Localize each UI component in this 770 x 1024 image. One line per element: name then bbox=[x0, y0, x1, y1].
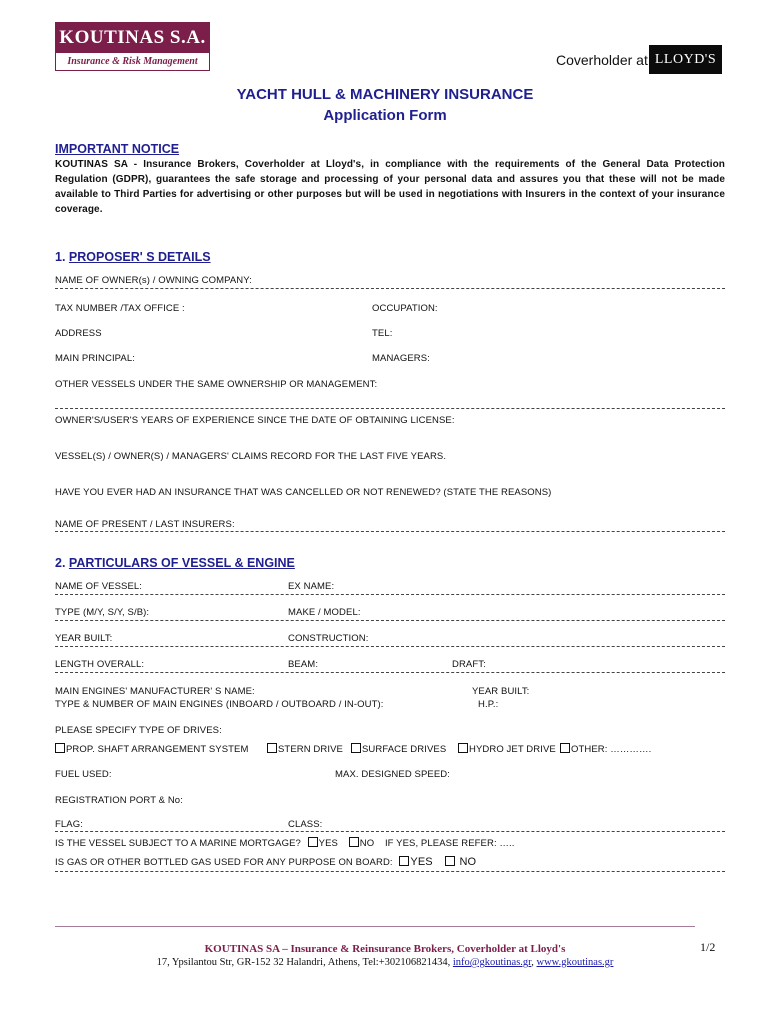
drive-hydro-label: HYDRO JET DRIVE bbox=[469, 744, 556, 755]
flag-label: FLAG: bbox=[55, 819, 83, 830]
gas-no-label: NO bbox=[459, 856, 477, 868]
koutinas-logo bbox=[55, 22, 210, 72]
drive-prop-checkbox[interactable] bbox=[55, 743, 65, 753]
section1-heading bbox=[55, 250, 211, 264]
length-line[interactable] bbox=[55, 672, 725, 673]
ex-name-label: EX NAME: bbox=[288, 581, 335, 592]
year-built-label: YEAR BUILT: bbox=[55, 633, 113, 644]
vessel-name-line[interactable] bbox=[55, 594, 725, 595]
gas-no-checkbox[interactable] bbox=[445, 856, 455, 866]
drive-stern-label: STERN DRIVE bbox=[278, 744, 343, 755]
insurers-line[interactable] bbox=[55, 531, 725, 532]
footer-company: KOUTINAS SA – Insurance & Reinsurance Brokers, Coverholder at Lloyd's bbox=[204, 943, 566, 955]
other-vessels-label: OTHER VESSELS UNDER THE SAME OWNERSHIP OR MANAGEMENT: bbox=[55, 379, 378, 390]
section1-title: PROPOSER' S DETAILS bbox=[68, 250, 211, 264]
other-vessels-line[interactable] bbox=[55, 408, 725, 409]
notice-heading: IMPORTANT NOTICE bbox=[55, 142, 180, 156]
drive-surface-checkbox[interactable] bbox=[351, 743, 361, 753]
drive-stern-option[interactable] bbox=[267, 743, 343, 755]
engine-manufacturer-label: MAIN ENGINES' MANUFACTURER' S NAME: bbox=[55, 686, 255, 697]
logo-tagline: Insurance & Risk Management bbox=[55, 53, 210, 71]
type-line[interactable] bbox=[55, 620, 725, 621]
class-label: CLASS: bbox=[288, 819, 323, 830]
tax-number-label: TAX NUMBER /TAX OFFICE : bbox=[55, 303, 185, 314]
gas-row bbox=[55, 856, 476, 868]
form-subtitle: Application Form bbox=[323, 107, 447, 124]
draft-label: DRAFT: bbox=[452, 659, 486, 670]
hp-label: H.P.: bbox=[478, 699, 499, 710]
drives-prompt: PLEASE SPECIFY TYPE OF DRIVES: bbox=[55, 725, 222, 736]
fuel-used-label: FUEL USED: bbox=[55, 769, 112, 780]
mortgage-row bbox=[55, 837, 515, 849]
gas-question: IS GAS OR OTHER BOTTLED GAS USED FOR ANY PURPOSE ON BOARD: bbox=[55, 857, 393, 868]
drive-other-checkbox[interactable] bbox=[560, 743, 570, 753]
footer-address: 17, Ypsilantou Str, GR-152 32 Halandri, Athens, Tel:+302106821434, bbox=[156, 957, 451, 968]
mortgage-yes-label: YES bbox=[318, 838, 338, 849]
drive-other-label: OTHER: …………. bbox=[571, 744, 652, 755]
drive-other-option[interactable] bbox=[560, 743, 651, 755]
section2-title: PARTICULARS OF VESSEL & ENGINE bbox=[68, 556, 295, 570]
registration-label: REGISTRATION PORT & No: bbox=[55, 795, 183, 806]
main-principal-label: MAIN PRINCIPAL: bbox=[55, 353, 135, 364]
cancelled-insurance-label: HAVE YOU EVER HAD AN INSURANCE THAT WAS CANCELLED OR NOT RENEWED? (STATE THE REASONS) bbox=[55, 487, 552, 498]
make-model-label: MAKE / MODEL: bbox=[288, 607, 361, 618]
owner-name-label: NAME OF OWNER(s) / OWNING COMPANY: bbox=[55, 275, 252, 286]
notice-body: KOUTINAS SA - Insurance Brokers, Coverholder at Lloyd's, in compliance with the requirements of the General Data Protection Regulation (GDPR), guarantees the safe storage and processing of your personal data and assures you that these will not be made available to Third Parties for advertising or other purposes but will be used in negotiations with Insurers in the context of your insurance coverage. bbox=[55, 159, 725, 215]
year-built-line[interactable] bbox=[55, 646, 725, 647]
drive-stern-checkbox[interactable] bbox=[267, 743, 277, 753]
footer-contact bbox=[0, 957, 770, 968]
section1-number: 1. bbox=[55, 250, 66, 264]
occupation-label: OCCUPATION: bbox=[372, 303, 438, 314]
max-speed-label: MAX. DESIGNED SPEED: bbox=[335, 769, 450, 780]
form-title: YACHT HULL & MACHINERY INSURANCE bbox=[236, 86, 534, 103]
tel-label: TEL: bbox=[372, 328, 393, 339]
length-label: LENGTH OVERALL: bbox=[55, 659, 145, 670]
drive-surface-option[interactable] bbox=[351, 743, 446, 755]
experience-label: OWNER'S/USER'S YEARS OF EXPERIENCE SINCE THE DATE OF OBTAINING LICENSE: bbox=[55, 415, 455, 426]
managers-label: MANAGERS: bbox=[372, 353, 430, 364]
address-label: ADDRESS bbox=[55, 328, 102, 339]
drive-hydro-option[interactable] bbox=[458, 743, 556, 755]
page-number: 1/2 bbox=[700, 940, 716, 954]
drive-prop-option[interactable] bbox=[55, 743, 248, 755]
footer-website-link[interactable]: www.gkoutinas.gr bbox=[536, 957, 614, 968]
lloyds-logo: LLOYD'S bbox=[649, 45, 722, 74]
drive-hydro-checkbox[interactable] bbox=[458, 743, 468, 753]
mortgage-question: IS THE VESSEL SUBJECT TO A MARINE MORTGAGE? bbox=[55, 838, 301, 849]
footer-email-link[interactable]: info@gkoutinas.gr bbox=[452, 957, 532, 968]
owner-name-line[interactable] bbox=[55, 288, 725, 289]
drive-surface-label: SURFACE DRIVES bbox=[362, 744, 447, 755]
mortgage-no-label: NO bbox=[359, 838, 375, 849]
engine-year-built-label: YEAR BUILT: bbox=[472, 686, 530, 697]
engine-type-label: TYPE & NUMBER OF MAIN ENGINES (INBOARD / OUTBOARD / IN-OUT): bbox=[55, 699, 384, 710]
footer-divider bbox=[55, 926, 695, 927]
gas-yes-label: YES bbox=[410, 856, 433, 868]
beam-label: BEAM: bbox=[288, 659, 319, 670]
coverholder-text: Coverholder at bbox=[556, 52, 648, 68]
mortgage-yes-checkbox[interactable] bbox=[308, 837, 318, 847]
vessel-name-label: NAME OF VESSEL: bbox=[55, 581, 143, 592]
claims-record-label: VESSEL(S) / OWNER(S) / MANAGERS' CLAIMS RECORD FOR THE LAST FIVE YEARS. bbox=[55, 451, 447, 462]
section2-heading bbox=[55, 556, 295, 570]
gas-yes-checkbox[interactable] bbox=[399, 856, 409, 866]
type-label: TYPE (M/Y, S/Y, S/B): bbox=[55, 607, 150, 618]
gas-line[interactable] bbox=[55, 871, 725, 872]
drive-prop-label: PROP. SHAFT ARRANGEMENT SYSTEM bbox=[66, 744, 249, 755]
section2-number: 2. bbox=[55, 556, 66, 570]
footer-separator: , bbox=[531, 957, 534, 968]
mortgage-no-checkbox[interactable] bbox=[349, 837, 359, 847]
mortgage-refer: IF YES, PLEASE REFER: ….. bbox=[384, 838, 515, 849]
logo-name: KOUTINAS S.A. bbox=[55, 22, 210, 53]
insurers-label: NAME OF PRESENT / LAST INSURERS: bbox=[55, 519, 235, 530]
construction-label: CONSTRUCTION: bbox=[288, 633, 369, 644]
flag-line[interactable] bbox=[55, 831, 725, 832]
